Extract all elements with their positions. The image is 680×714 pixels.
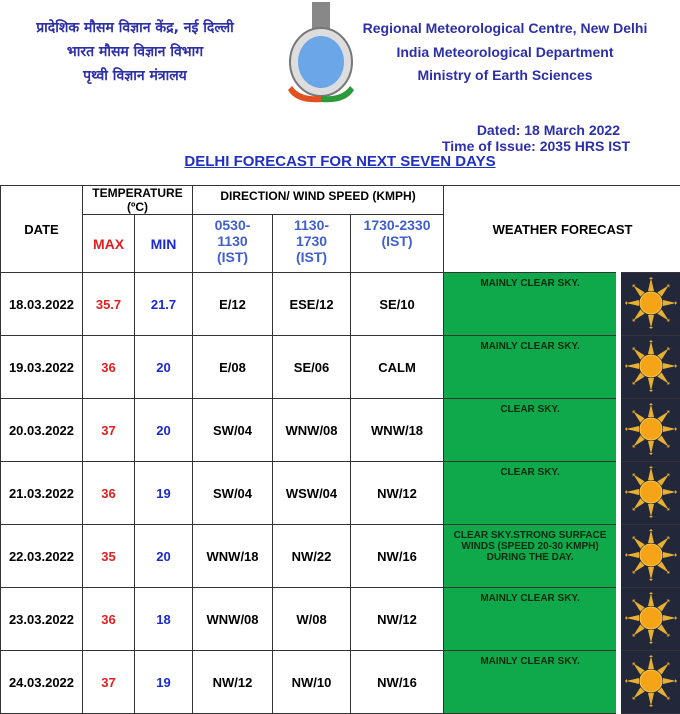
cell-wind-2: SE/06 <box>273 336 351 399</box>
sun-icon <box>619 273 680 336</box>
cell-min: 19 <box>135 651 193 714</box>
table-row <box>1 273 680 336</box>
cell-max: 36 <box>83 462 135 525</box>
cell-max: 37 <box>83 651 135 714</box>
cell-forecast: MAINLY CLEAR SKY. <box>444 273 619 336</box>
header-temperature: TEMPERATURE (ºC) <box>83 186 193 215</box>
cell-wind-2: ESE/12 <box>273 273 351 336</box>
dated: Dated: 18 March 2022 <box>477 122 620 138</box>
cell-wind-1: WNW/18 <box>193 525 273 588</box>
table-row <box>1 588 680 651</box>
cell-forecast: CLEAR SKY. <box>444 399 619 462</box>
cell-forecast: MAINLY CLEAR SKY. <box>444 651 619 714</box>
cell-wind-2: W/08 <box>273 588 351 651</box>
sun-icon <box>619 525 680 588</box>
cell-min: 20 <box>135 399 193 462</box>
cell-forecast: CLEAR SKY.STRONG SURFACE WINDS (SPEED 20-30 KMPH) DURING THE DAY. <box>444 525 619 588</box>
hindi-line-2: भारत मौसम विज्ञान विभाग <box>0 42 270 61</box>
table-row <box>1 525 680 588</box>
cell-date: 21.03.2022 <box>1 462 83 525</box>
header-min: MIN <box>135 215 193 273</box>
table-row <box>1 651 680 714</box>
cell-min: 18 <box>135 588 193 651</box>
cell-wind-1: NW/12 <box>193 651 273 714</box>
cell-wind-2: WNW/08 <box>273 399 351 462</box>
table-row <box>1 399 680 462</box>
cell-wind-3: SE/10 <box>351 273 444 336</box>
cell-max: 36 <box>83 588 135 651</box>
cell-date: 19.03.2022 <box>1 336 83 399</box>
cell-wind-1: WNW/08 <box>193 588 273 651</box>
english-line-1: Regional Meteorological Centre, New Delhi <box>355 20 655 36</box>
cell-wind-2: NW/22 <box>273 525 351 588</box>
cell-wind-3: CALM <box>351 336 444 399</box>
cell-max: 36 <box>83 336 135 399</box>
cell-date: 18.03.2022 <box>1 273 83 336</box>
cell-max: 37 <box>83 399 135 462</box>
cell-date: 20.03.2022 <box>1 399 83 462</box>
header-max: MAX <box>83 215 135 273</box>
forecast-table <box>0 185 680 714</box>
cell-wind-3: NW/12 <box>351 462 444 525</box>
header-slot3: 1730-2330 (IST) <box>351 215 444 273</box>
cell-wind-3: WNW/18 <box>351 399 444 462</box>
cell-wind-2: WSW/04 <box>273 462 351 525</box>
english-line-3: Ministry of Earth Sciences <box>355 67 655 83</box>
cell-wind-2: NW/10 <box>273 651 351 714</box>
sun-icon <box>619 588 680 651</box>
hindi-line-3: पृथ्वी विज्ञान मंत्रालय <box>0 66 270 85</box>
header-forecast: WEATHER FORECAST <box>444 186 680 273</box>
cell-wind-3: NW/16 <box>351 651 444 714</box>
table-row <box>1 336 680 399</box>
imd-logo <box>286 2 356 110</box>
cell-forecast: CLEAR SKY. <box>444 462 619 525</box>
cell-wind-1: E/08 <box>193 336 273 399</box>
cell-min: 20 <box>135 336 193 399</box>
cell-wind-1: E/12 <box>193 273 273 336</box>
cell-max: 35.7 <box>83 273 135 336</box>
cell-max: 35 <box>83 525 135 588</box>
sun-icon <box>619 399 680 462</box>
cell-wind-3: NW/12 <box>351 588 444 651</box>
cell-min: 20 <box>135 525 193 588</box>
header-date: DATE <box>1 186 83 273</box>
time-of-issue: Time of Issue: 2035 HRS IST <box>442 138 630 154</box>
sun-icon <box>619 336 680 399</box>
header-wind: DIRECTION/ WIND SPEED (KMPH) <box>193 186 444 215</box>
table-row <box>1 462 680 525</box>
sun-icon <box>619 462 680 525</box>
cell-min: 19 <box>135 462 193 525</box>
cell-date: 23.03.2022 <box>1 588 83 651</box>
cell-date: 24.03.2022 <box>1 651 83 714</box>
english-line-2: India Meteorological Department <box>355 44 655 60</box>
cell-date: 22.03.2022 <box>1 525 83 588</box>
hindi-line-1: प्रादेशिक मौसम विज्ञान केंद्र, नई दिल्ली <box>0 18 270 37</box>
cell-min: 21.7 <box>135 273 193 336</box>
sun-icon <box>619 651 680 714</box>
cell-forecast: MAINLY CLEAR SKY. <box>444 336 619 399</box>
cell-forecast: MAINLY CLEAR SKY. <box>444 588 619 651</box>
cell-wind-1: SW/04 <box>193 399 273 462</box>
header-slot1: 0530- 1130 (IST) <box>193 215 273 273</box>
cell-wind-1: SW/04 <box>193 462 273 525</box>
page-title: DELHI FORECAST FOR NEXT SEVEN DAYS <box>0 153 680 170</box>
header-slot2: 1130- 1730 (IST) <box>273 215 351 273</box>
cell-wind-3: NW/16 <box>351 525 444 588</box>
